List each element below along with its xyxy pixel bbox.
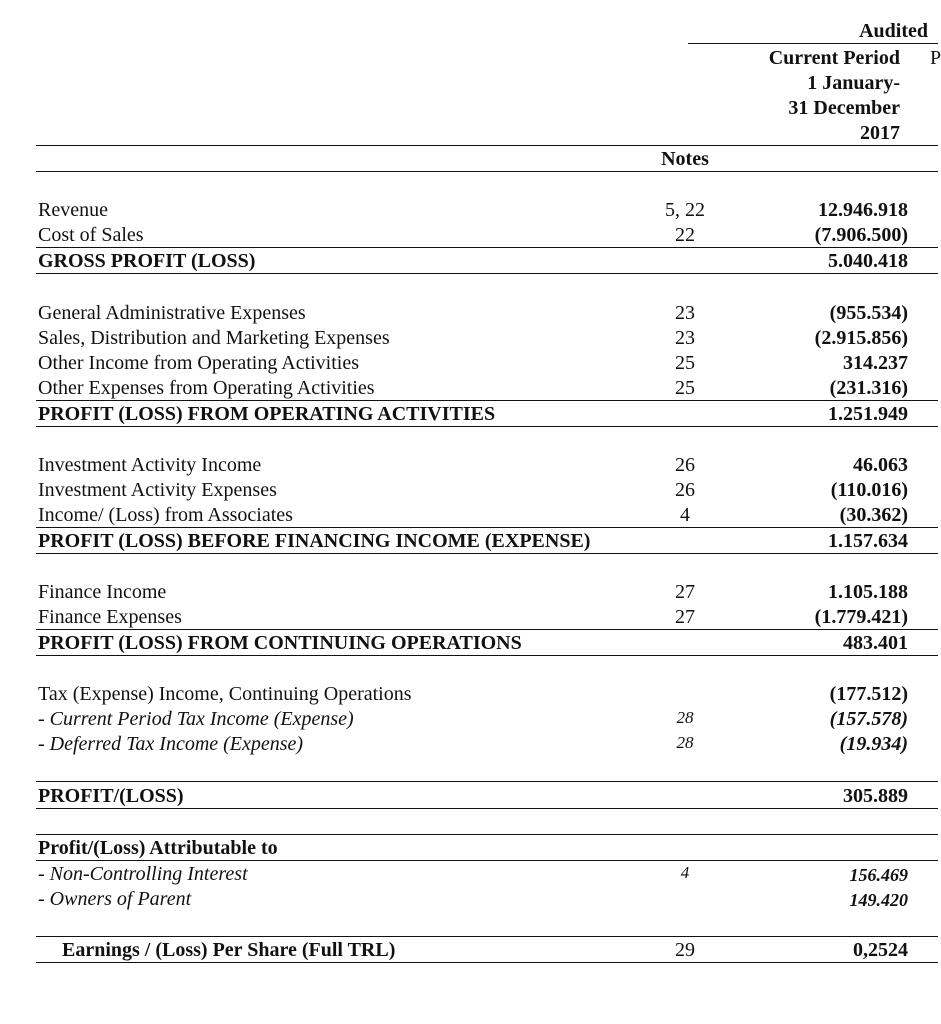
row-note-revenue: 5, 22 [665,199,705,221]
row-label-eps: Earnings / (Loss) Per Share (Full TRL) [62,939,396,961]
prior-period-heading-cut: P [930,47,941,69]
header-bottom-rule [36,171,938,172]
row-value-other-income-op: 314.237 [843,352,908,374]
row-label-other-income-op: Other Income from Operating Activities [38,352,360,374]
row-label-sales-dist: Sales, Distribution and Marketing Expenses [38,327,390,349]
rule [36,962,938,963]
row-note-eps: 29 [675,939,695,961]
row-label-attributable: Profit/(Loss) Attributable to [38,837,278,859]
row-value-current-tax: (157.578) [829,708,908,730]
rule [36,781,938,782]
row-label-tax: Tax (Expense) Income, Continuing Operations [38,683,412,705]
rule [36,426,938,427]
row-value-owners-parent: 149.420 [849,890,908,910]
row-value-investment-expenses: (110.016) [830,479,908,501]
row-label-associates: Income/ (Loss) from Associates [38,504,293,526]
row-note-cost-of-sales: 22 [675,224,695,246]
row-value-continuing-ops: 483.401 [843,632,908,654]
current-period-year: 2017 [860,122,900,144]
row-value-deferred-tax: (19.934) [839,733,908,755]
row-label-cost-of-sales: Cost of Sales [38,224,144,246]
header-divider [688,43,938,44]
row-value-tax: (177.512) [829,683,908,705]
rule [36,860,938,861]
row-label-continuing-ops: PROFIT (LOSS) FROM CONTINUING OPERATIONS [38,632,522,654]
rule [36,247,938,248]
rule [36,273,938,274]
rule [36,808,938,809]
row-note-finance-income: 27 [675,581,695,603]
current-period-heading: Current Period [768,47,900,69]
row-note-non-controlling: 4 [680,863,690,882]
row-value-gross-profit: 5.040.418 [828,250,908,272]
row-label-revenue: Revenue [38,199,108,221]
row-note-current-tax: 28 [676,708,694,727]
row-value-operating-profit: 1.251.949 [828,403,908,425]
rule [36,527,938,528]
row-value-before-financing: 1.157.634 [828,530,908,552]
row-value-non-controlling: 156.469 [849,865,908,885]
row-note-finance-expenses: 27 [675,606,695,628]
rule [36,936,938,937]
row-value-associates: (30.362) [839,504,908,526]
row-value-gen-admin: (955.534) [829,302,908,324]
row-label-owners-parent: - Owners of Parent [38,888,192,910]
current-period-end: 31 December [788,97,900,119]
table-top-rule [36,145,938,146]
row-value-finance-expenses: (1.779.421) [814,606,908,628]
row-value-revenue: 12.946.918 [818,199,908,221]
row-label-other-expenses-op: Other Expenses from Operating Activities [38,377,375,399]
row-note-investment-income: 26 [675,454,695,476]
row-value-cost-of-sales: (7.906.500) [814,224,908,246]
row-label-gen-admin: General Administrative Expenses [38,302,306,324]
row-note-investment-expenses: 26 [675,479,695,501]
row-label-operating-profit: PROFIT (LOSS) FROM OPERATING ACTIVITIES [38,403,496,425]
row-label-investment-expenses: Investment Activity Expenses [38,479,277,501]
row-value-sales-dist: (2.915.856) [814,327,908,349]
rule [36,655,938,656]
rule [36,629,938,630]
row-label-profit-loss: PROFIT/(LOSS) [38,785,184,807]
row-note-deferred-tax: 28 [676,733,694,752]
row-value-profit-loss: 305.889 [843,785,908,807]
row-label-current-tax: - Current Period Tax Income (Expense) [38,708,354,730]
audited-label: Audited [859,20,928,42]
row-note-associates: 4 [680,504,690,526]
row-value-other-expenses-op: (231.316) [829,377,908,399]
current-period-start: 1 January- [807,72,900,94]
row-note-gen-admin: 23 [675,302,695,324]
row-label-investment-income: Investment Activity Income [38,454,262,476]
row-label-non-controlling: - Non-Controlling Interest [38,863,248,885]
notes-heading: Notes [661,148,709,170]
row-label-before-financing: PROFIT (LOSS) BEFORE FINANCING INCOME (EXPENSE) [38,530,591,552]
row-note-other-income-op: 25 [675,352,695,374]
row-value-finance-income: 1.105.188 [828,581,908,603]
row-label-gross-profit: GROSS PROFIT (LOSS) [38,250,256,272]
rule [36,834,938,835]
rule [36,553,938,554]
row-label-deferred-tax: - Deferred Tax Income (Expense) [38,733,304,755]
row-note-other-expenses-op: 25 [675,377,695,399]
row-note-sales-dist: 23 [675,327,695,349]
row-label-finance-expenses: Finance Expenses [38,606,182,628]
row-value-investment-income: 46.063 [853,454,908,476]
row-value-eps: 0,2524 [853,939,908,961]
rule [36,400,938,401]
row-label-finance-income: Finance Income [38,581,167,603]
